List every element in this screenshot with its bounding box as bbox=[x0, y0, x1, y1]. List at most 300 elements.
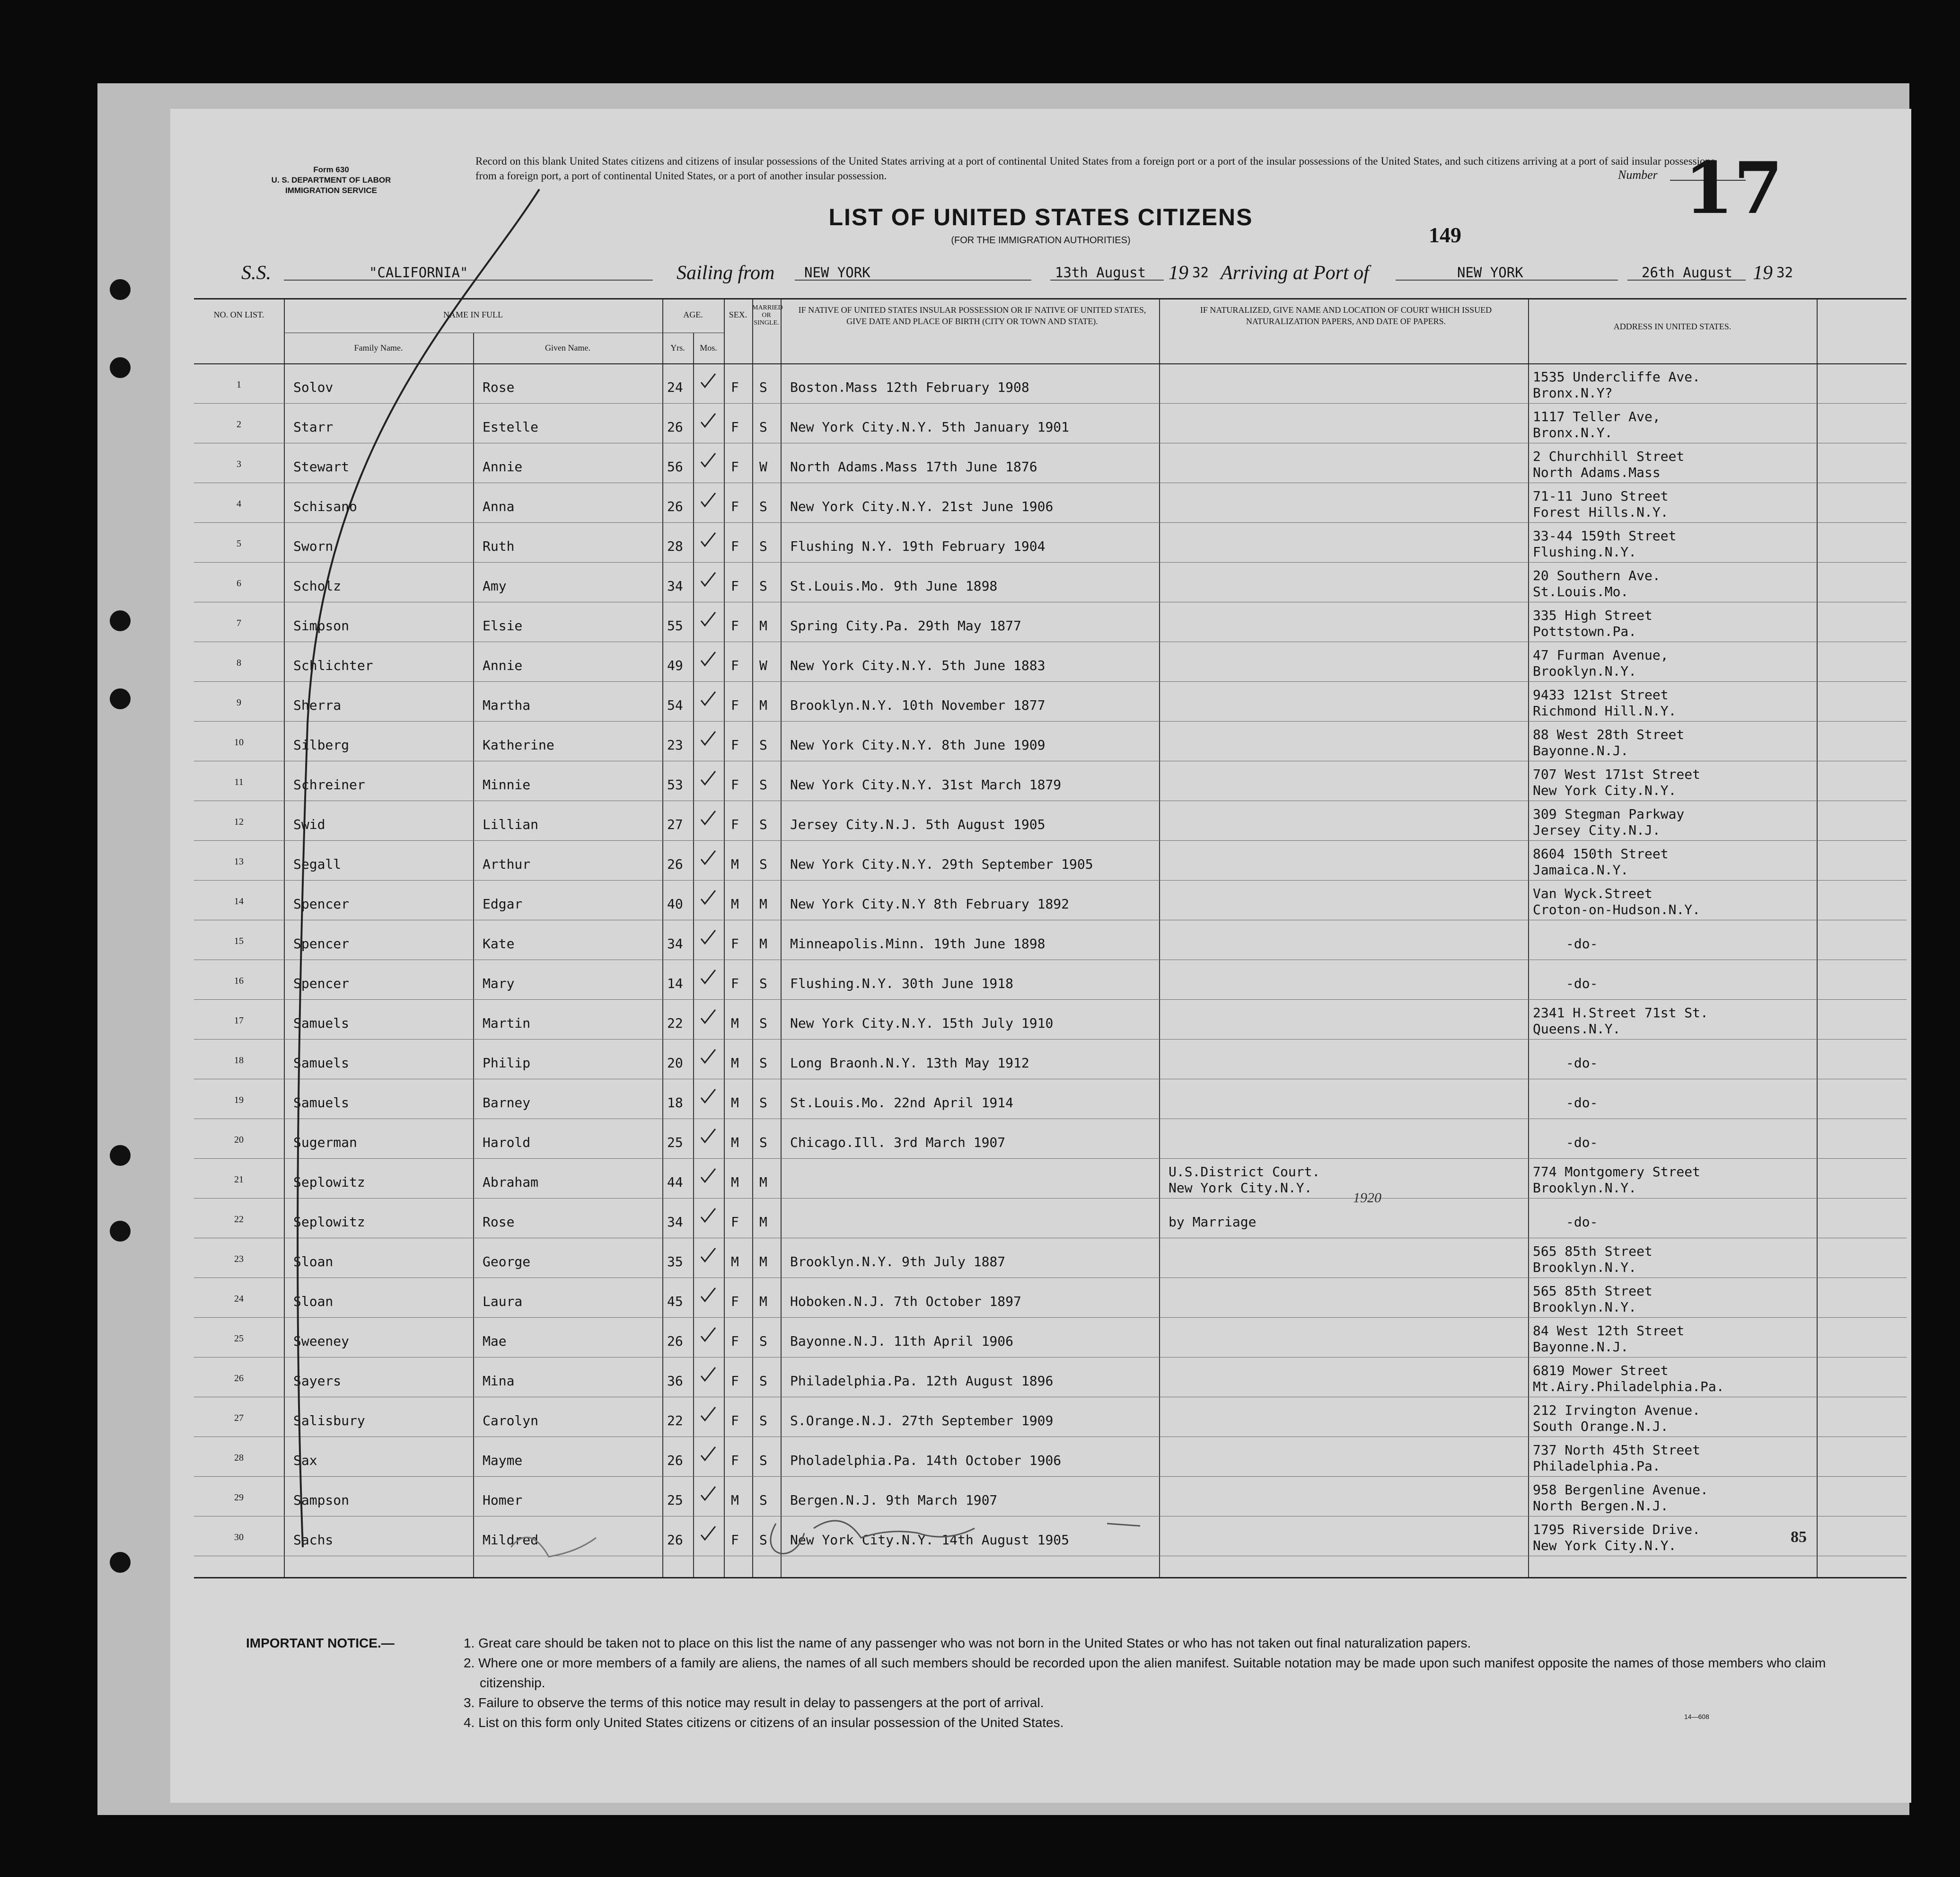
check-mark-icon bbox=[700, 452, 716, 468]
row-number: 1 bbox=[237, 379, 241, 390]
cell-sex: F bbox=[731, 618, 739, 634]
row-number: 19 bbox=[234, 1095, 244, 1105]
table-row bbox=[194, 1119, 1907, 1158]
cell-family: Schisano bbox=[293, 499, 357, 514]
cell-yrs: 26 bbox=[667, 856, 683, 872]
ship-underline bbox=[284, 280, 653, 281]
cell-given: Mae bbox=[483, 1333, 507, 1349]
col-no: NO. ON LIST. bbox=[213, 310, 264, 319]
arriving-date: 26th August bbox=[1642, 264, 1733, 281]
cell-sex: F bbox=[731, 459, 739, 475]
cell-given: Mayme bbox=[483, 1453, 523, 1468]
page-title: LIST OF UNITED STATES CITIZENS bbox=[828, 204, 1253, 230]
check-mark-icon bbox=[700, 1168, 716, 1184]
cell-sex: F bbox=[731, 1373, 739, 1389]
stamp-number: 149 bbox=[1429, 223, 1461, 247]
check-mark-icon bbox=[700, 1525, 716, 1542]
cell-addr1: 309 Stegman Parkway bbox=[1533, 806, 1685, 822]
cell-yrs: 25 bbox=[667, 1135, 683, 1150]
cell-ms: S bbox=[759, 578, 767, 594]
cell-family: Sugerman bbox=[293, 1135, 357, 1150]
cell-ms: S bbox=[759, 379, 767, 395]
cell-addr1: 565 85th Street bbox=[1533, 1283, 1652, 1299]
row-number: 27 bbox=[234, 1413, 244, 1423]
row-number: 18 bbox=[234, 1055, 244, 1066]
check-mark-icon bbox=[700, 850, 716, 866]
cell-family: Samuels bbox=[293, 1015, 350, 1031]
cell-birth: New York City.N.Y. 5th January 1901 bbox=[790, 419, 1070, 435]
cell-given: Rose bbox=[483, 1214, 515, 1230]
row-number: 28 bbox=[234, 1453, 244, 1463]
check-mark-icon bbox=[700, 1406, 716, 1422]
cell-given: Annie bbox=[483, 459, 523, 475]
cell-sex: F bbox=[731, 499, 739, 514]
cell-ms: M bbox=[759, 1174, 767, 1190]
cell-given: Anna bbox=[483, 499, 515, 514]
check-mark-icon bbox=[700, 1088, 716, 1104]
page-count: 85 bbox=[1791, 1528, 1807, 1546]
cell-yrs: 28 bbox=[667, 538, 683, 554]
row-number: 10 bbox=[234, 737, 244, 748]
cell-ms: S bbox=[759, 499, 767, 514]
cell-sex: F bbox=[731, 777, 739, 793]
cell-ms: S bbox=[759, 1492, 767, 1508]
cell-given: Katherine bbox=[483, 737, 554, 753]
cell-birth: S.Orange.N.J. 27th September 1909 bbox=[790, 1413, 1054, 1428]
cell-ms: S bbox=[759, 419, 767, 435]
cell-family: Spencer bbox=[293, 976, 350, 991]
pencil-year: 1920 bbox=[1353, 1190, 1381, 1206]
page-subtitle: (FOR THE IMMIGRATION AUTHORITIES) bbox=[951, 235, 1131, 246]
table-row bbox=[194, 483, 1907, 522]
cell-yrs: 55 bbox=[667, 618, 683, 634]
cell-family: Salisbury bbox=[293, 1413, 365, 1428]
cell-given: Martha bbox=[483, 697, 531, 713]
table-row bbox=[194, 721, 1907, 761]
cell-birth: Long Braonh.N.Y. 13th May 1912 bbox=[790, 1055, 1029, 1071]
cell-sex: F bbox=[731, 1294, 739, 1309]
cell-family: Sweeney bbox=[293, 1333, 350, 1349]
check-mark-icon bbox=[700, 492, 716, 508]
cell-family: Spencer bbox=[293, 896, 350, 912]
table-row bbox=[194, 880, 1907, 920]
col-naturalization: IF NATURALIZED, GIVE NAME AND LOCATION OF COURT WHICH ISSUED NATURALIZATION PAPERS, AND DATE OF PAPERS. bbox=[1200, 305, 1492, 326]
cell-family: Swid bbox=[293, 817, 325, 832]
cell-ms: W bbox=[759, 658, 767, 673]
cell-yrs: 26 bbox=[667, 1532, 683, 1548]
check-mark-icon bbox=[700, 1327, 716, 1343]
cell-addr1: -do- bbox=[1566, 1214, 1598, 1230]
cell-addr1: 737 North 45th Street bbox=[1533, 1442, 1701, 1458]
cell-yrs: 26 bbox=[667, 419, 683, 435]
check-mark-icon bbox=[700, 1247, 716, 1263]
arriving-port: NEW YORK bbox=[1457, 264, 1523, 281]
cell-given: Lillian bbox=[483, 817, 539, 832]
col-yrs: Yrs. bbox=[670, 343, 685, 352]
cell-ms: S bbox=[759, 1453, 767, 1468]
cell-yrs: 45 bbox=[667, 1294, 683, 1309]
row-number: 30 bbox=[234, 1532, 244, 1542]
row-number: 14 bbox=[234, 896, 244, 907]
cell-addr2: Bayonne.N.J. bbox=[1533, 1339, 1629, 1355]
col-mos: Mos. bbox=[700, 343, 717, 352]
cell-addr1: -do- bbox=[1566, 936, 1598, 952]
cell-birth: New York City.N.Y. 5th June 1883 bbox=[790, 658, 1046, 673]
table-row bbox=[194, 642, 1907, 681]
cell-sex: F bbox=[731, 936, 739, 952]
check-mark-icon bbox=[700, 770, 716, 786]
cell-sex: M bbox=[731, 856, 739, 872]
cell-sex: F bbox=[731, 1413, 739, 1428]
cell-yrs: 44 bbox=[667, 1174, 683, 1190]
passenger-table bbox=[194, 298, 1907, 1578]
cell-birth: New York City.N.Y. 8th June 1909 bbox=[790, 737, 1046, 753]
cell-sex: F bbox=[731, 578, 739, 594]
cell-ms: S bbox=[759, 1373, 767, 1389]
row-number: 6 bbox=[237, 578, 241, 589]
cell-sex: M bbox=[731, 1015, 739, 1031]
cell-ms: S bbox=[759, 1413, 767, 1428]
cell-addr2: Brooklyn.N.Y. bbox=[1533, 1299, 1637, 1315]
cell-ms: M bbox=[759, 697, 767, 713]
cell-addr1: 1535 Undercliffe Ave. bbox=[1533, 369, 1701, 385]
cell-addr1: 1795 Riverside Drive. bbox=[1533, 1522, 1701, 1537]
col-name-in-full: NAME IN FULL bbox=[443, 310, 503, 319]
cell-family: Schlichter bbox=[293, 658, 373, 673]
check-mark-icon bbox=[700, 1009, 716, 1025]
ss-label: S.S. bbox=[241, 262, 271, 284]
cell-addr2: Jersey City.N.J. bbox=[1533, 822, 1661, 838]
cell-family: Segall bbox=[293, 856, 342, 872]
form-number: Form 630 bbox=[313, 165, 349, 174]
cell-addr1: 565 85th Street bbox=[1533, 1243, 1652, 1259]
cell-given: Barney bbox=[483, 1095, 531, 1110]
cell-ms: M bbox=[759, 936, 767, 952]
cell-addr1: 6819 Mower Street bbox=[1533, 1363, 1669, 1378]
cell-ms: M bbox=[759, 1294, 767, 1309]
cell-given: Arthur bbox=[483, 856, 531, 872]
cell-given: Elsie bbox=[483, 618, 523, 634]
check-mark-icon bbox=[700, 1446, 716, 1462]
cell-yrs: 34 bbox=[667, 1214, 683, 1230]
cell-addr1: Van Wyck.Street bbox=[1533, 886, 1652, 901]
notice-item: 1. Great care should be taken not to place on this list the name of any passenger who was not born in the United States or who has not taken out final naturalization papers. bbox=[464, 1636, 1471, 1650]
cell-addr2: Flushing.N.Y. bbox=[1533, 544, 1637, 560]
cell-family: Samuels bbox=[293, 1055, 350, 1071]
cell-addr2: Jamaica.N.Y. bbox=[1533, 862, 1629, 878]
cell-birth: Boston.Mass 12th February 1908 bbox=[790, 379, 1029, 395]
table-row bbox=[194, 999, 1907, 1039]
cell-given: Martin bbox=[483, 1015, 531, 1031]
cell-ms: S bbox=[759, 1055, 767, 1071]
cell-ms: M bbox=[759, 1214, 767, 1230]
cell-given: Laura bbox=[483, 1294, 523, 1309]
table-row bbox=[194, 1278, 1907, 1317]
row-number: 13 bbox=[234, 856, 244, 867]
table-row bbox=[194, 960, 1907, 999]
cell-family: Sloan bbox=[293, 1254, 334, 1269]
table-row bbox=[194, 1516, 1907, 1556]
binder-hole bbox=[110, 688, 131, 709]
row-number: 17 bbox=[234, 1015, 244, 1026]
cell-given: Mina bbox=[483, 1373, 515, 1389]
check-mark-icon bbox=[700, 1366, 716, 1383]
cell-ms: S bbox=[759, 1095, 767, 1110]
cell-addr2: Queens.N.Y. bbox=[1533, 1021, 1621, 1037]
cell-addr1: 84 West 12th Street bbox=[1533, 1323, 1685, 1339]
cell-addr2: New York City.N.Y. bbox=[1533, 1538, 1677, 1553]
cell-birth: Jersey City.N.J. 5th August 1905 bbox=[790, 817, 1046, 832]
cell-ms: S bbox=[759, 1135, 767, 1150]
cell-given: Edgar bbox=[483, 896, 523, 912]
cell-addr2: Bronx.N.Y? bbox=[1533, 385, 1613, 401]
binder-hole bbox=[110, 279, 131, 300]
cell-family: Sachs bbox=[293, 1532, 334, 1548]
cell-sex: F bbox=[731, 658, 739, 673]
col-birth: IF NATIVE OF UNITED STATES INSULAR POSSESSION OR IF NATIVE OF UNITED STATES, GIVE DATE AND PLACE OF BIRTH (CITY OR TOWN AND STATE). bbox=[798, 305, 1146, 326]
cell-addr1: 33-44 159th Street bbox=[1533, 528, 1677, 544]
cell-yrs: 18 bbox=[667, 1095, 683, 1110]
row-number: 4 bbox=[237, 499, 241, 509]
voyage-line bbox=[170, 258, 1911, 286]
cell-yrs: 23 bbox=[667, 737, 683, 753]
cell-nat2: New York City.N.Y. bbox=[1169, 1180, 1312, 1196]
cell-addr2: North Bergen.N.J. bbox=[1533, 1498, 1669, 1514]
cell-addr1: -do- bbox=[1566, 1135, 1598, 1150]
cell-sex: F bbox=[731, 1532, 739, 1548]
row-number: 26 bbox=[234, 1373, 244, 1384]
row-number: 9 bbox=[237, 697, 241, 708]
table-row bbox=[194, 1397, 1907, 1436]
cell-ms: M bbox=[759, 618, 767, 634]
cell-birth: New York City.N.Y. 14th August 1905 bbox=[790, 1532, 1070, 1548]
cell-family: Sloan bbox=[293, 1294, 334, 1309]
cell-family: Seplowitz bbox=[293, 1174, 365, 1190]
cell-addr2: St.Louis.Mo. bbox=[1533, 584, 1629, 599]
cell-ms: W bbox=[759, 459, 767, 475]
row-number: 25 bbox=[234, 1333, 244, 1344]
arriving-year: 32 bbox=[1776, 264, 1793, 281]
cell-birth: New York City.N.Y. 15th July 1910 bbox=[790, 1015, 1054, 1031]
cell-addr2: Pottstown.Pa. bbox=[1533, 624, 1637, 639]
cell-sex: M bbox=[731, 1055, 739, 1071]
cell-yrs: 24 bbox=[667, 379, 683, 395]
check-mark-icon bbox=[700, 731, 716, 747]
cell-birth: Philadelphia.Pa. 12th August 1896 bbox=[790, 1373, 1054, 1389]
cell-addr2: Bayonne.N.J. bbox=[1533, 743, 1629, 758]
footer-code: 14—608 bbox=[1684, 1713, 1709, 1720]
check-mark-icon bbox=[700, 691, 716, 707]
cell-birth: Flushing N.Y. 19th February 1904 bbox=[790, 538, 1046, 554]
cell-sex: F bbox=[731, 419, 739, 435]
check-mark-icon bbox=[700, 1128, 716, 1144]
cell-addr1: 8604 150th Street bbox=[1533, 846, 1669, 862]
cell-addr1: 88 West 28th Street bbox=[1533, 727, 1685, 742]
row-number: 24 bbox=[234, 1294, 244, 1304]
col-sex: SEX. bbox=[729, 310, 747, 319]
cell-birth: New York City.N.Y. 31st March 1879 bbox=[790, 777, 1062, 793]
check-mark-icon bbox=[700, 651, 716, 667]
year-prefix-2: 19 bbox=[1753, 262, 1773, 284]
row-number: 8 bbox=[237, 658, 241, 668]
cell-given: Rose bbox=[483, 379, 515, 395]
table-row bbox=[194, 761, 1907, 801]
cell-given: Mary bbox=[483, 976, 515, 991]
binder-hole bbox=[110, 1145, 131, 1166]
cell-given: Minnie bbox=[483, 777, 531, 793]
cell-addr1: 774 Montgomery Street bbox=[1533, 1164, 1701, 1180]
cell-addr2: Forest Hills.N.Y. bbox=[1533, 504, 1669, 520]
cell-family: Stewart bbox=[293, 459, 350, 475]
cell-family: Sampson bbox=[293, 1492, 350, 1508]
cell-birth: New York City.N.Y 8th February 1892 bbox=[790, 896, 1070, 912]
cell-sex: M bbox=[731, 1095, 739, 1110]
check-mark-icon bbox=[700, 413, 716, 429]
cell-sex: F bbox=[731, 817, 739, 832]
check-mark-icon bbox=[700, 373, 716, 389]
table-row bbox=[194, 562, 1907, 602]
cell-addr2: North Adams.Mass bbox=[1533, 465, 1661, 480]
cell-family: Sax bbox=[293, 1453, 317, 1468]
cell-birth: Brooklyn.N.Y. 10th November 1877 bbox=[790, 697, 1046, 713]
cell-birth: Hoboken.N.J. 7th October 1897 bbox=[790, 1294, 1021, 1309]
cell-ms: S bbox=[759, 976, 767, 991]
row-number: 21 bbox=[234, 1174, 244, 1185]
col-married: MARRIED OR SINGLE. bbox=[752, 304, 783, 326]
table-row bbox=[194, 1357, 1907, 1397]
cell-sex: F bbox=[731, 379, 739, 395]
cell-birth: Brooklyn.N.Y. 9th July 1887 bbox=[790, 1254, 1006, 1269]
cell-given: Carolyn bbox=[483, 1413, 539, 1428]
check-mark-icon bbox=[700, 810, 716, 826]
check-mark-icon bbox=[700, 969, 716, 985]
cell-given: Harold bbox=[483, 1135, 531, 1150]
table-row bbox=[194, 1238, 1907, 1278]
cell-sex: F bbox=[731, 538, 739, 554]
ship-name: "CALIFORNIA" bbox=[369, 264, 468, 281]
year-prefix: 19 bbox=[1169, 262, 1188, 284]
cell-given: George bbox=[483, 1254, 531, 1269]
cell-sex: F bbox=[731, 976, 739, 991]
check-mark-icon bbox=[700, 611, 716, 627]
row-number: 20 bbox=[234, 1135, 244, 1145]
service: IMMIGRATION SERVICE bbox=[285, 186, 377, 195]
cell-sex: F bbox=[731, 737, 739, 753]
cell-yrs: 14 bbox=[667, 976, 683, 991]
cell-yrs: 35 bbox=[667, 1254, 683, 1269]
cell-yrs: 26 bbox=[667, 499, 683, 514]
table-row bbox=[194, 840, 1907, 880]
cell-family: Solov bbox=[293, 379, 334, 395]
row-number: 11 bbox=[234, 777, 244, 787]
cell-addr2: Croton-on-Hudson.N.Y. bbox=[1533, 902, 1701, 917]
cell-family: Scholz bbox=[293, 578, 342, 594]
cell-birth: Pholadelphia.Pa. 14th October 1906 bbox=[790, 1453, 1062, 1468]
cell-birth: Chicago.Ill. 3rd March 1907 bbox=[790, 1135, 1006, 1150]
cell-yrs: 26 bbox=[667, 1453, 683, 1468]
sailing-port: NEW YORK bbox=[804, 264, 870, 281]
manifest-sheet bbox=[170, 109, 1911, 1803]
cell-addr2: South Orange.N.J. bbox=[1533, 1419, 1669, 1434]
cell-addr1: 71-11 Juno Street bbox=[1533, 488, 1669, 504]
cell-birth: Minneapolis.Minn. 19th June 1898 bbox=[790, 936, 1046, 952]
row-number: 16 bbox=[234, 976, 244, 986]
cell-given: Ruth bbox=[483, 538, 515, 554]
cell-addr2: Philadelphia.Pa. bbox=[1533, 1458, 1661, 1474]
cell-ms: S bbox=[759, 1532, 767, 1548]
cell-addr1: 2 Churchhill Street bbox=[1533, 449, 1685, 464]
cell-addr1: -do- bbox=[1566, 976, 1598, 991]
row-number: 5 bbox=[237, 538, 241, 549]
table-row bbox=[194, 681, 1907, 721]
check-mark-icon bbox=[700, 1207, 716, 1224]
sailing-year: 32 bbox=[1192, 264, 1209, 281]
cell-sex: M bbox=[731, 896, 739, 912]
cell-yrs: 49 bbox=[667, 658, 683, 673]
cell-yrs: 54 bbox=[667, 697, 683, 713]
cell-given: Annie bbox=[483, 658, 523, 673]
binder-hole bbox=[110, 1221, 131, 1242]
check-mark-icon bbox=[700, 929, 716, 945]
cell-yrs: 26 bbox=[667, 1333, 683, 1349]
row-number: 29 bbox=[234, 1492, 244, 1503]
cell-sex: M bbox=[731, 1135, 739, 1150]
cell-family: Seplowitz bbox=[293, 1214, 365, 1230]
cell-addr1: -do- bbox=[1566, 1055, 1598, 1071]
cell-yrs: 34 bbox=[667, 936, 683, 952]
table-row bbox=[194, 1317, 1907, 1357]
cell-family: Sherra bbox=[293, 697, 342, 713]
cell-addr1: 9433 121st Street bbox=[1533, 687, 1669, 703]
col-given: Given Name. bbox=[545, 343, 590, 352]
cell-ms: S bbox=[759, 817, 767, 832]
cell-given: Homer bbox=[483, 1492, 523, 1508]
cell-family: Samuels bbox=[293, 1095, 350, 1110]
binder-hole bbox=[110, 357, 131, 378]
cell-given: Kate bbox=[483, 936, 515, 952]
number-label: Number bbox=[1618, 168, 1658, 182]
cell-yrs: 34 bbox=[667, 578, 683, 594]
cell-ms: S bbox=[759, 856, 767, 872]
intro-text: Record on this blank United States citizens and citizens of insular possessions of the United States arriving at a port of continental United States from a foreign port or a port of the insular possessions of the United States, and such citizens arriving at a port of said insular possessions from a foreign port, a port of continental United States, or a port of another insular possession. bbox=[475, 155, 1715, 182]
check-mark-icon bbox=[700, 1287, 716, 1303]
cell-family: Silberg bbox=[293, 737, 350, 753]
cell-family: Schreiner bbox=[293, 777, 365, 793]
cell-addr2: Brooklyn.N.Y. bbox=[1533, 663, 1637, 679]
cell-sex: M bbox=[731, 1174, 739, 1190]
col-family: Family Name. bbox=[354, 343, 403, 352]
cell-sex: F bbox=[731, 1333, 739, 1349]
row-number: 22 bbox=[234, 1214, 244, 1225]
cell-family: Sworn bbox=[293, 538, 334, 554]
notice-title: IMPORTANT NOTICE.— bbox=[246, 1636, 395, 1650]
cell-birth: St.Louis.Mo. 22nd April 1914 bbox=[790, 1095, 1014, 1110]
check-mark-icon bbox=[700, 890, 716, 906]
table-row bbox=[194, 1198, 1907, 1238]
cell-ms: S bbox=[759, 737, 767, 753]
col-address: ADDRESS IN UNITED STATES. bbox=[1613, 322, 1731, 331]
cell-yrs: 40 bbox=[667, 896, 683, 912]
cell-yrs: 36 bbox=[667, 1373, 683, 1389]
cell-sex: F bbox=[731, 1453, 739, 1468]
check-mark-icon bbox=[700, 1049, 716, 1065]
cell-given: Abraham bbox=[483, 1174, 539, 1190]
cell-addr1: 212 Irvington Avenue. bbox=[1533, 1402, 1701, 1418]
notice-item: 4. List on this form only United States citizens or citizens of an insular possession of the United States. bbox=[464, 1715, 1064, 1730]
cell-addr2: Bronx.N.Y. bbox=[1533, 425, 1613, 441]
cell-yrs: 56 bbox=[667, 459, 683, 475]
list-number: 17 bbox=[1684, 147, 1783, 230]
